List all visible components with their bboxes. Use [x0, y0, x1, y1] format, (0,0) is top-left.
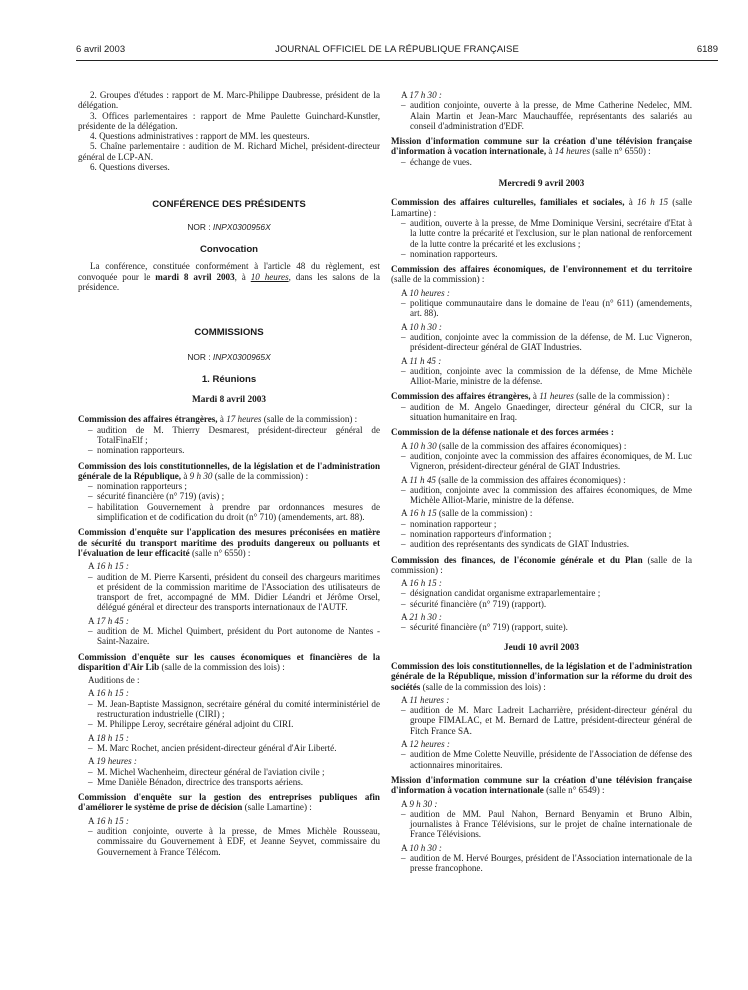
agenda-item: – M. Philippe Leroy, secrétaire général adjoint du CIRI. — [88, 719, 380, 729]
meeting-room: (salle de la commission) : — [438, 508, 533, 519]
agenda-list — [78, 572, 380, 613]
meeting-time: 17 h 30 : — [409, 90, 442, 100]
agenda-item: – désignation candidat organisme extraparlementaire ; — [401, 588, 692, 598]
meeting-time: 10 h 30 : — [409, 842, 442, 853]
meeting-time: 11 heures — [539, 391, 574, 402]
meeting-room: (salle n° 6550) : — [192, 547, 251, 558]
reunions-title: 1. Réunions — [201, 373, 257, 385]
session-time: A 16 h 15 : — [401, 578, 442, 589]
intro-list — [78, 90, 380, 172]
nor-code: INPX0300965X — [212, 352, 271, 363]
commission-name: Commission des affaires économiques, de l'environnement et du territoire — [391, 264, 692, 275]
agenda-list — [391, 485, 692, 506]
meeting-room: (salle de la commission) : — [214, 470, 309, 481]
meeting-room: (salle Lamartine) : — [391, 197, 692, 218]
agenda-item: – audition de M. Hervé Bourges, président de l'Association internationale de la presse francophone. — [401, 853, 692, 874]
session-time: A 17 h 45 : — [88, 615, 129, 626]
agenda-item: – audition conjointe, ouverte à la presse, de Mme Catherine Nedelec, MM. Alain Martin et Jean-Marc Mauchauffée, représentants des salariés au conseil d'administration d'EDF. — [401, 100, 692, 131]
auditions-label: Auditions de : — [88, 675, 140, 686]
meeting-time: 16 h 15 — [409, 508, 437, 519]
agenda-list — [78, 743, 380, 753]
agenda-item: – audition, conjointe avec la commission des affaires économiques, de Mme Michèle Alliot-Marie, ministre de la défense. — [401, 485, 692, 506]
session-time: A 10 heures : — [401, 287, 450, 298]
intro-item: 5. Chaîne parlementaire : audition de M. Richard Michel, président-directeur général de LCP-AN. — [78, 141, 380, 162]
left-column — [78, 90, 380, 857]
meeting-time: 10 h 30 — [409, 440, 437, 451]
commissions-nor — [78, 352, 380, 362]
commission-heading — [78, 527, 380, 558]
agenda-item: – nomination rapporteurs d'information ; — [401, 529, 692, 539]
session-time: A 11 heures : — [401, 694, 450, 705]
commission-heading — [391, 264, 692, 285]
session-time: A 21 h 30 : — [401, 612, 442, 623]
agenda-item: – audition de MM. Paul Nahon, Bernard Benyamin et Bruno Albin, journalistes à France Télévisions, sur le projet de chaîne internationale de France Télévisions. — [401, 809, 692, 840]
meeting-room: (salle de la commission) : — [576, 391, 670, 402]
meeting-time: 16 h 15 — [636, 197, 669, 208]
agenda-item: – audition de M. Thierry Desmarest, président-directeur général de TotalFinaElf ; — [88, 425, 380, 446]
commission-name: Commission d'enquête sur la gestion des entreprises publiques afin d'améliorer le système de prise de décision — [78, 792, 380, 813]
agenda-list — [78, 699, 380, 730]
commission-heading — [78, 652, 380, 673]
agenda-item: – M. Michel Wachenheim, directeur général de l'aviation civile ; — [88, 767, 380, 777]
agenda-item: – échange de vues. — [401, 157, 692, 167]
commission-name: Commission d'enquête sur les causes économiques et financières de la disparition d'Air Lib — [78, 651, 380, 672]
commission-heading: Commission des lois constitutionnelles, de la législation et de l'administration générale de la République, à 9 h 30 (salle de la commission) : — [78, 460, 380, 481]
meeting-time: 16 h 15 : — [409, 578, 442, 589]
day-heading: Mercredi 9 avril 2003 — [498, 179, 585, 190]
agenda-item: – audition conjointe, ouverte à la presse, de Mmes Michèle Rousseau, commissaire du Gouvernement à EDF, et Jeanne Seyvet, commissaire du Gouvernement à France Télécom. — [88, 826, 380, 857]
meeting-time: 16 h 15 : — [96, 561, 129, 572]
agenda-item: – nomination rapporteur ; — [401, 519, 692, 529]
agenda-item: – audition de M. Angelo Gnaedinger, directeur général du CICR, sur la situation humanitaire en Iraq. — [401, 402, 692, 423]
meeting-time: 9 h 30 — [189, 470, 213, 481]
commission-heading: Commission de la défense nationale et des forces armées : — [391, 427, 614, 438]
meeting-room: (salle de la commission des lois) : — [422, 681, 546, 692]
meeting-room: (salle de la commission des affaires économiques) : — [438, 474, 626, 485]
nor-label: NOR : — [187, 352, 211, 363]
commission-heading — [78, 792, 380, 813]
day-heading: Mardi 8 avril 2003 — [191, 395, 267, 406]
meeting-time: 19 heures : — [96, 756, 137, 767]
meeting-room: (salle Lamartine) : — [244, 802, 312, 813]
commission-name: Mission d'information commune sur la création d'une télévision française d'information à vocation internationale — [391, 774, 692, 796]
commission-name: Commission des affaires culturelles, familiales et sociales, — [391, 197, 625, 208]
commission-heading: Commission des affaires culturelles, familiales et sociales, à 16 h 15 (salle Lamartine) : — [391, 197, 692, 218]
agenda-list — [391, 402, 692, 423]
agenda-item: – audition de M. Marc Ladreit Lacharrière, président-directeur général du groupe FIMALAC, et M. Bernard de Lattre, président-directeur général de Fitch France SA. — [401, 705, 692, 736]
agenda-item: – audition, conjointe avec la commission des affaires économiques, de M. Luc Vigneron, président-directeur général de GIAT Industries. — [401, 451, 692, 472]
agenda-list — [391, 588, 692, 609]
right-column — [391, 90, 692, 874]
session-time: A 16 h 15 : — [88, 561, 129, 572]
commission-heading — [391, 555, 692, 576]
meeting-room: (salle n° 6549) : — [546, 785, 605, 796]
agenda-item: – audition, conjointe avec la commission de la défense, de M. Luc Vigneron, président-directeur général de GIAT Industries. — [401, 332, 692, 353]
meeting-time: 17 heures — [226, 414, 262, 425]
agenda-item: – audition, conjointe avec la commission de la défense, de Mme Michèle Alliot-Marie, ministre de la défense. — [401, 366, 692, 387]
agenda-list — [391, 853, 692, 874]
intro-item: 6. Questions diverses. — [90, 162, 170, 173]
agenda-item: – audition, ouverte à la presse, de Mme Dominique Versini, secrétaire d'Etat à la lutte contre la précarité et l'exclusion, sur le plan national de renforcement de la lutte contre la précarité et les exclusions ; — [401, 218, 692, 249]
agenda-list — [391, 298, 692, 319]
commission-name: Commission des lois constitutionnelles, de la législation et de l'administration générale de la République, mission d'information sur la réforme du droit des sociétés — [391, 660, 692, 692]
agenda-list — [391, 809, 692, 840]
agenda-list — [78, 425, 380, 456]
session-time: A 11 h 45 (salle de la commission des affaires économiques) : — [401, 474, 626, 485]
meeting-room: (salle de la commission des lois) : — [161, 661, 285, 672]
commission-name: Commission des affaires étrangères, — [78, 414, 218, 425]
meeting-room: (salle de la commission) : — [391, 274, 485, 285]
meeting-time: 11 h 45 : — [409, 355, 442, 366]
convocation-date: mardi 8 avril 2003 — [155, 271, 235, 282]
commissions-title: COMMISSIONS — [194, 327, 264, 339]
session-time: A 16 h 15 : — [88, 688, 129, 699]
agenda-list — [391, 451, 692, 472]
agenda-item: – M. Marc Rochet, ancien président-directeur général d'Air Liberté. — [88, 743, 380, 753]
meeting-time: 17 h 45 : — [96, 615, 129, 626]
session-time: A 19 heures : — [88, 756, 137, 767]
session-time: A 18 h 15 : — [88, 732, 129, 743]
session-time: A 16 h 15 (salle de la commission) : — [401, 508, 533, 519]
nor-code: INPX0300956X — [212, 221, 271, 232]
commission-heading: Mission d'information commune sur la création d'une télévision française d'information à vocation internationale, à 14 heures (salle n° 6550) : — [391, 136, 692, 157]
meeting-time: 12 heures : — [409, 739, 450, 750]
session-time: A 11 h 45 : — [401, 355, 442, 366]
agenda-item: – audition de M. Pierre Karsenti, président du conseil des chargeurs maritimes et président de la commission maritime de l'Association des utilisateurs de transport de fret, accompagné de MM. Didier Léandri et Jérôme Orsel, délégué général et directeur des transports internationaux de l'AUTF. — [88, 572, 380, 613]
meeting-time: 9 h 30 : — [409, 798, 438, 809]
meeting-time: 18 h 15 : — [96, 732, 129, 743]
session-time: A 10 h 30 : — [401, 842, 442, 853]
agenda-list — [78, 481, 380, 522]
agenda-list — [391, 332, 692, 353]
commission-heading: Commission des affaires étrangères, à 17 heures (salle de la commission) : — [78, 414, 358, 425]
convocation-time: 10 heures — [250, 271, 289, 282]
agenda-item: – sécurité financière (n° 719) (avis) ; — [88, 491, 380, 501]
session-time: A 10 h 30 (salle de la commission des affaires économiques) : — [401, 440, 627, 451]
page-number: 6189 — [696, 44, 718, 55]
agenda-item: – habilitation Gouvernement à prendre par ordonnances mesures de simplification et de codification du droit (n° 710) (amendements, art. 88). — [88, 502, 380, 523]
agenda-list — [78, 826, 380, 857]
agenda-item: – nomination rapporteurs. — [88, 445, 380, 455]
commission-heading — [391, 775, 692, 796]
commission-name: Commission des lois constitutionnelles, de la législation et de l'administration générale de la République, — [78, 460, 380, 481]
agenda-item: – Mme Danièle Bénadon, directrice des transports aériens. — [88, 777, 380, 787]
agenda-list — [391, 749, 692, 770]
session-time: A 9 h 30 : — [401, 798, 438, 809]
agenda-item: – sécurité financière (n° 719) (rapport). — [401, 599, 692, 609]
agenda-item: – M. Jean-Baptiste Massignon, secrétaire général du comité interministériel de restructuration industrielle (CIRI) ; — [88, 699, 380, 720]
convocation-title: Convocation — [199, 243, 259, 255]
journal-title: JOURNAL OFFICIEL DE LA RÉPUBLIQUE FRANÇAISE — [275, 44, 519, 55]
agenda-list — [391, 519, 692, 550]
day-heading: Jeudi 10 avril 2003 — [503, 642, 580, 653]
agenda-list — [391, 100, 692, 131]
convocation-text — [78, 261, 380, 292]
agenda-item: – nomination rapporteurs. — [401, 249, 692, 259]
agenda-item: – audition de M. Michel Quimbert, président du Port autonome de Nantes - Saint-Nazaire. — [88, 626, 380, 647]
agenda-list — [391, 218, 692, 259]
session-time: A 17 h 30 : — [401, 90, 442, 100]
commission-name: Mission d'information commune sur la création d'une télévision française d'information à vocation internationale, — [391, 136, 692, 157]
convocation-part: La conférence, constituée conformément à l'article 48 du règlement, est convoquée pour le — [78, 261, 380, 282]
conference-nor — [78, 222, 380, 232]
meeting-time: 10 heures : — [409, 287, 450, 298]
session-time: A 16 h 15 : — [88, 815, 129, 826]
intro-item: 4. Questions administratives : rapport de MM. les questeurs. — [90, 131, 310, 142]
intro-item: 3. Offices parlementaires : rapport de Mme Paulette Guinchard-Kunstler, présidente de la délégation. — [78, 110, 380, 131]
intro-item: 2. Groupes d'études : rapport de M. Marc-Philippe Daubresse, président de la délégation. — [78, 90, 380, 111]
session-time: A 10 h 30 : — [401, 321, 442, 332]
meeting-time: 21 h 30 : — [409, 612, 442, 623]
meeting-room: (salle n° 6550) : — [592, 146, 651, 157]
meeting-time: 14 heures — [554, 146, 590, 157]
commission-heading: Commission des affaires étrangères, à 11 heures (salle de la commission) : — [391, 391, 670, 402]
agenda-item: – politique communautaire dans le domaine de l'eau (n° 611) (amendements, art. 88). — [401, 298, 692, 319]
convocation-part: , dans les salons de la présidence. — [78, 271, 380, 292]
meeting-time: 11 heures : — [409, 694, 450, 705]
session-time: A 12 heures : — [401, 739, 450, 750]
agenda-item: – audition des représentants des syndicats de GIAT Industries. — [401, 539, 692, 549]
agenda-list — [391, 705, 692, 736]
agenda-list — [391, 366, 692, 387]
agenda-list — [391, 157, 692, 167]
meeting-room: (salle de la commission des affaires économiques) : — [438, 440, 627, 451]
meeting-room: (salle de la commission) : — [263, 414, 358, 425]
meeting-time: 16 h 15 : — [96, 815, 129, 826]
agenda-list — [78, 626, 380, 647]
conference-title: CONFÉRENCE DES PRÉSIDENTS — [152, 199, 306, 211]
agenda-item: – nomination rapporteurs ; — [88, 481, 380, 491]
commission-name: Commission des affaires étrangères, — [391, 391, 531, 402]
nor-label: NOR : — [187, 221, 211, 232]
header-rule — [76, 60, 718, 61]
commission-name: Commission d'enquête sur l'application des mesures préconisées en matière de sécurité du transport maritime des produits dangereux ou polluants et l'évaluation de leur efficacité — [78, 527, 380, 558]
page-header — [76, 44, 718, 60]
meeting-time: 16 h 15 : — [96, 688, 129, 699]
agenda-item: – sécurité financière (n° 719) (rapport, suite). — [401, 622, 692, 632]
agenda-item: – audition de Mme Colette Neuville, présidente de l'Association de défense des actionnaires minoritaires. — [401, 749, 692, 770]
meeting-time: 11 h 45 — [409, 474, 436, 485]
agenda-list — [391, 622, 692, 632]
meeting-time: 10 h 30 : — [409, 321, 442, 332]
header-date: 6 avril 2003 — [76, 44, 126, 55]
meeting-room: (salle de la commission) : — [391, 554, 692, 575]
commission-heading — [391, 661, 692, 692]
agenda-list — [78, 767, 380, 788]
convocation-part: , à — [234, 271, 251, 282]
commission-name: Commission des finances, de l'économie générale et du Plan — [391, 554, 643, 565]
